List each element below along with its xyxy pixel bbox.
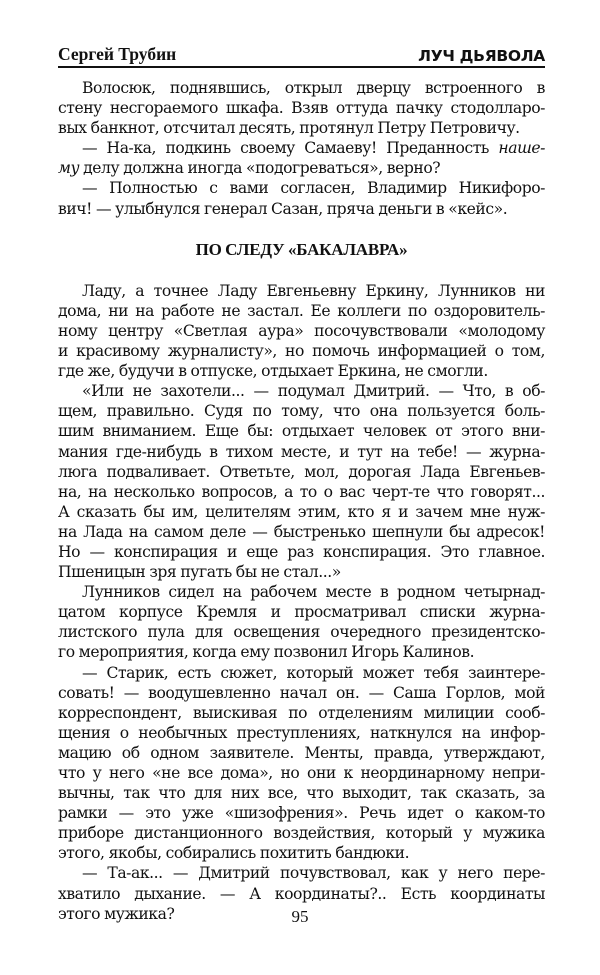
- book-page: [58, 40, 545, 924]
- text-line: вич! — улыбнулся генерал Сазан, пряча деньги в «кейс».: [58, 199, 508, 218]
- text-line: щем, правильно. Судя по тому, что она пользуется боль-: [58, 402, 545, 421]
- text-line: на Лада на самом деле — быстренько шепнули бы адресок!: [58, 522, 545, 541]
- paragraph: [58, 582, 545, 662]
- italic-text: му: [58, 159, 80, 178]
- text-line: дома, ни на работе не застал. Ее коллеги по оздоровитель-: [58, 301, 545, 320]
- text-span: делу должна иногда «подогреваться», верно?: [79, 159, 441, 178]
- section-heading: ПО СЛЕДУ «БАКАЛАВРА»: [195, 239, 408, 259]
- text-line: корреспондент, выискивая по отделениям милиции сооб-: [58, 703, 545, 722]
- paragraph: [58, 381, 545, 582]
- paragraph: [58, 663, 545, 864]
- paragraph: [58, 138, 545, 178]
- text-line: стену несгораемого шкафа. Взяв оттуда пачку стодолларо-: [58, 99, 545, 118]
- text-line: ному центру «Светлая аура» посочувствовали «молодому: [58, 321, 545, 340]
- header-author: Сергей Трубин: [58, 44, 177, 64]
- text-line: «Или не захотели... — подумал Дмитрий. — Что, в об-: [82, 382, 545, 401]
- text-line: Пшеницын зря пугать бы не стал...»: [58, 563, 341, 582]
- text-line: рамки — это уже «шизофрения». Речь идет о каком-то: [58, 804, 545, 823]
- text-line: — Старик, есть сюжет, который может тебя заинтере-: [82, 663, 545, 682]
- text-line: Ладу, а точнее Ладу Евгеньевну Еркину, Лунников ни: [82, 281, 545, 300]
- text-line: этого мужика?: [58, 904, 175, 923]
- text-line: и красивому журналисту», но помочь информацией о том,: [58, 342, 545, 361]
- italic-text: наше-: [498, 139, 545, 158]
- text-line: совать! — воодушевленно начал он. — Саша Горлов, мой: [58, 683, 545, 702]
- body-text: [58, 78, 545, 924]
- text-line: Но — конспирация и еще раз конспирация. Это главное.: [58, 542, 545, 561]
- paragraph: [58, 178, 545, 218]
- text-line: этого, якобы, собирались похитить бандюки.: [58, 844, 410, 863]
- text-line: что у него «не все дома», но они к неординарному непри-: [58, 764, 545, 782]
- text-line: [58, 158, 545, 178]
- text-span: — На-ка, подкинь своему Самаеву! Преданность: [82, 139, 499, 158]
- text-line: приборе дистанционного воздействия, который у мужика: [58, 824, 545, 843]
- text-line: мацию об одном заявителе. Менты, правда, утверждают,: [58, 743, 545, 762]
- page-number: 95: [291, 907, 309, 926]
- text-line: — Та-ак... — Дмитрий почувствовал, как у него пере-: [82, 864, 545, 883]
- text-line: Волосюк, поднявшись, открыл дверцу встроенного в: [82, 79, 545, 97]
- text-line: где же, будучи в отпуске, отдыхает Еркина, не смогли.: [58, 362, 488, 381]
- text-line: листского пула для освещения очередного президентско-: [58, 623, 545, 642]
- text-line: цатом корпусе Кремля и просматривал списки журна-: [58, 603, 545, 622]
- paragraph: [58, 281, 545, 381]
- text-line: на, на несколько вопросов, а то о вас черт-те что говорят...: [58, 482, 545, 501]
- text-line: хватило дыхание. — А координаты?.. Есть координаты: [58, 884, 545, 903]
- paragraph: [58, 78, 545, 138]
- running-header: [58, 40, 545, 68]
- text-line: го мероприятия, когда ему позвонил Игорь Калинов.: [58, 643, 475, 662]
- text-line: вычны, так что для них все, что выходит, так сказать, за: [58, 784, 545, 803]
- text-line: шим вниманием. Еще бы: отдыхает человек от этого вни-: [58, 422, 545, 441]
- text-line: мания где-нибудь в тихом месте, и тут на тебе! — журна-: [58, 442, 545, 461]
- header-book-title: ЛУЧ ДЬЯВОЛА: [418, 47, 545, 65]
- text-line: щения о необычных преступлениях, наткнулся на инфор-: [58, 723, 545, 742]
- text-line: Лунников сидел на рабочем месте в родном четырнад-: [82, 583, 545, 602]
- text-line: А сказать бы им, целителям этим, кто я и зачем мне нуж-: [58, 502, 545, 521]
- text-line: вых банкнот, отсчитал десять, протянул Петру Петровичу.: [58, 119, 520, 138]
- text-line: — Полностью с вами согласен, Владимир Никифоро-: [82, 179, 545, 198]
- text-line: люга подваливает. Ответьте, мол, дорогая Лада Евгеньев-: [58, 462, 545, 481]
- text-line: [58, 138, 545, 158]
